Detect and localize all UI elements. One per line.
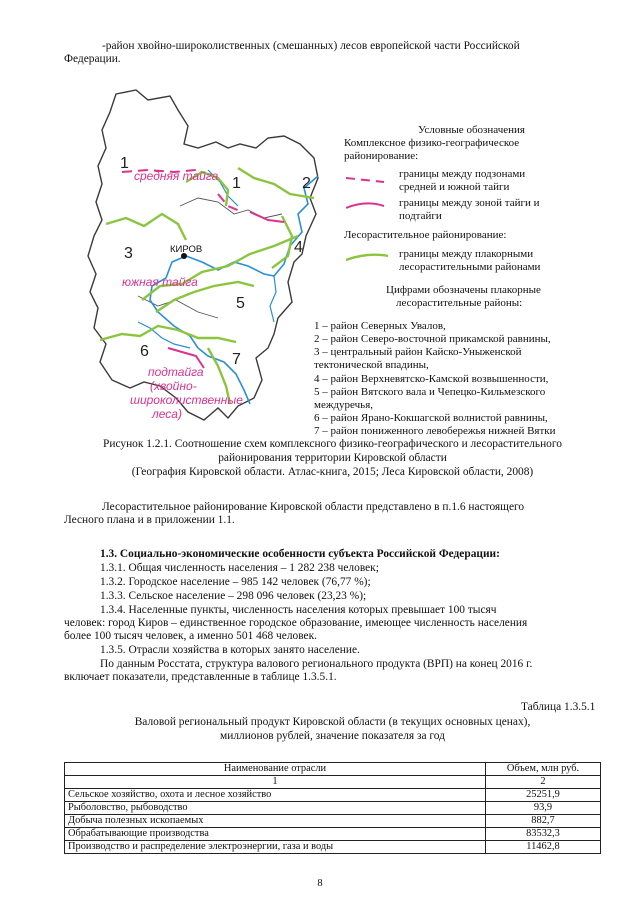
table-row [65,841,601,854]
table-label: Таблица 1.3.5.1 [521,701,596,713]
label-subtaiga: подтайга [148,365,204,379]
label-subtaiga: широколиственные [130,393,243,407]
legend-green-label: лесорастительными районами [399,261,541,273]
gdp-table [64,762,601,854]
industry-name: Рыболовство, рыбоводство [65,802,486,815]
legend-district: 7 – район пониженного левобережья нижней Вятки [314,425,556,437]
label-southern-taiga: южная тайга [122,275,198,289]
industry-value: 882,7 [486,815,601,828]
section-item: 1.3.4. Населенные пункты, численность населения которых превышает 100 тысяч [100,604,497,616]
intro-line-1: -район хвойно-широколиственных (смешанных) лесов европейской части Российской [102,40,520,52]
column-header: Объем, млн руб. [486,763,601,776]
table-row [65,789,601,802]
legend-district: тектонической впадины, [314,359,429,371]
legend-district: междуречья, [314,399,374,411]
figure-source: (География Кировской области. Атлас-книга, 2015; Леса Кировской области, 2008) [131,466,534,478]
paragraph-forest: Лесорастительное районирование Кировской области представлено в п.1.6 настоящего [102,501,525,513]
legend-dashed-label: границы между подзонами [399,168,526,180]
zone-number-4: 4 [294,239,303,256]
figure-caption: Рисунок 1.2.1. Соотношение схем комплексного физико-географического и лесорастительного [103,438,562,450]
legend-district: 6 – район Ярано-Кокшагской волнистой равнины, [314,412,548,424]
legend-solid-label: границы между зоной тайги и [399,197,540,209]
legend-digits: лесорастительные районы: [396,297,523,309]
legend-dashed-label: средней и южной тайги [399,181,510,193]
legend-title: Условные обозначения [418,124,525,136]
industry-value: 25251,9 [486,789,601,802]
zone-number-6: 6 [140,343,149,360]
section-heading: 1.3. Социально-экономические особенности субъекта Российской Федерации: [100,548,500,560]
table-row [65,828,601,841]
industry-name: Обрабатывающие производства [65,828,486,841]
industry-name: Добыча полезных ископаемых [65,815,486,828]
table-row [65,815,601,828]
table-title: миллионов рублей, значение показателя за год [220,730,445,742]
paragraph-forest: Лесного плана и в приложении 1.1. [64,514,235,526]
legend-digits: Цифрами обозначены плакорные [386,284,541,296]
section-item: 1.3.2. Городское население – 985 142 человек (76,77 %); [100,576,371,588]
legend-district: 2 – район Северо-восточной прикамской равнины, [314,333,551,345]
legend-complex: районирование: [344,150,419,162]
zone-number-5: 5 [236,295,245,312]
figure-caption: районирования территории Кировской области [218,452,447,464]
column-header: Наименование отрасли [65,763,486,776]
section-item: 1.3.5. Отрасли хозяйства в которых занято население. [100,644,360,656]
legend-green-label: границы между плакорными [399,248,534,260]
legend-complex: Комплексное физико-географическое [344,137,520,149]
section-item: более 100 тысяч человек, а именно 501 468 человек. [64,630,317,642]
column-index: 2 [486,776,601,789]
industry-name: Производство и распределение электроэнергии, газа и воды [65,841,486,854]
table-index-row [65,776,601,789]
zone-number-1: 1 [232,175,241,192]
legend-forest-title: Лесорастительное районирование: [344,229,507,241]
section-paragraph: По данным Росстата, структура валового регионального продукта (ВРП) на конец 2016 г. [100,658,533,670]
label-middle-taiga: средняя тайга [134,169,219,183]
legend-green-swatch [346,252,390,262]
legend-dashed-swatch [346,176,386,184]
zone-number-7: 7 [232,351,241,368]
label-kirov: КИРОВ [170,244,203,255]
table-row [65,802,601,815]
column-index: 1 [65,776,486,789]
legend-district: 1 – район Северных Увалов, [314,320,446,332]
section-item: 1.3.3. Сельское население – 298 096 человек (23,23 %); [100,590,367,602]
industry-value: 11462,8 [486,841,601,854]
legend-solid-swatch [346,200,386,210]
industry-value: 83532,3 [486,828,601,841]
section-item: 1.3.1. Общая численность населения – 1 282 238 человек; [100,562,379,574]
legend-district: 4 – район Верхневятско-Камской возвышенности, [314,373,549,385]
page-number: 8 [317,878,323,889]
zone-number-3: 3 [124,245,133,262]
section-paragraph: включает показатели, представленные в таблице 1.3.5.1. [64,671,337,683]
legend-district: 3 – центральный район Кайско-Уныженской [314,346,522,358]
intro-line-2: Федерации. [64,53,121,65]
label-subtaiga: леса) [152,407,182,421]
table-header-row [65,763,601,776]
legend-district: 5 – район Вятского вала и Чепецко-Кильмезского [314,386,546,398]
industry-value: 93,9 [486,802,601,815]
section-item: человек: город Киров – единственное городское образование, имеющее численность населения [64,617,528,629]
label-subtaiga: (хвойно- [150,379,197,393]
zone-number-1: 1 [120,155,129,172]
industry-name: Сельское хозяйство, охота и лесное хозяйство [65,789,486,802]
zone-number-2: 2 [302,175,311,192]
table-title: Валовой региональный продукт Кировской области (в текущих основных ценах), [134,716,531,728]
legend-solid-label: подтайги [399,210,442,222]
